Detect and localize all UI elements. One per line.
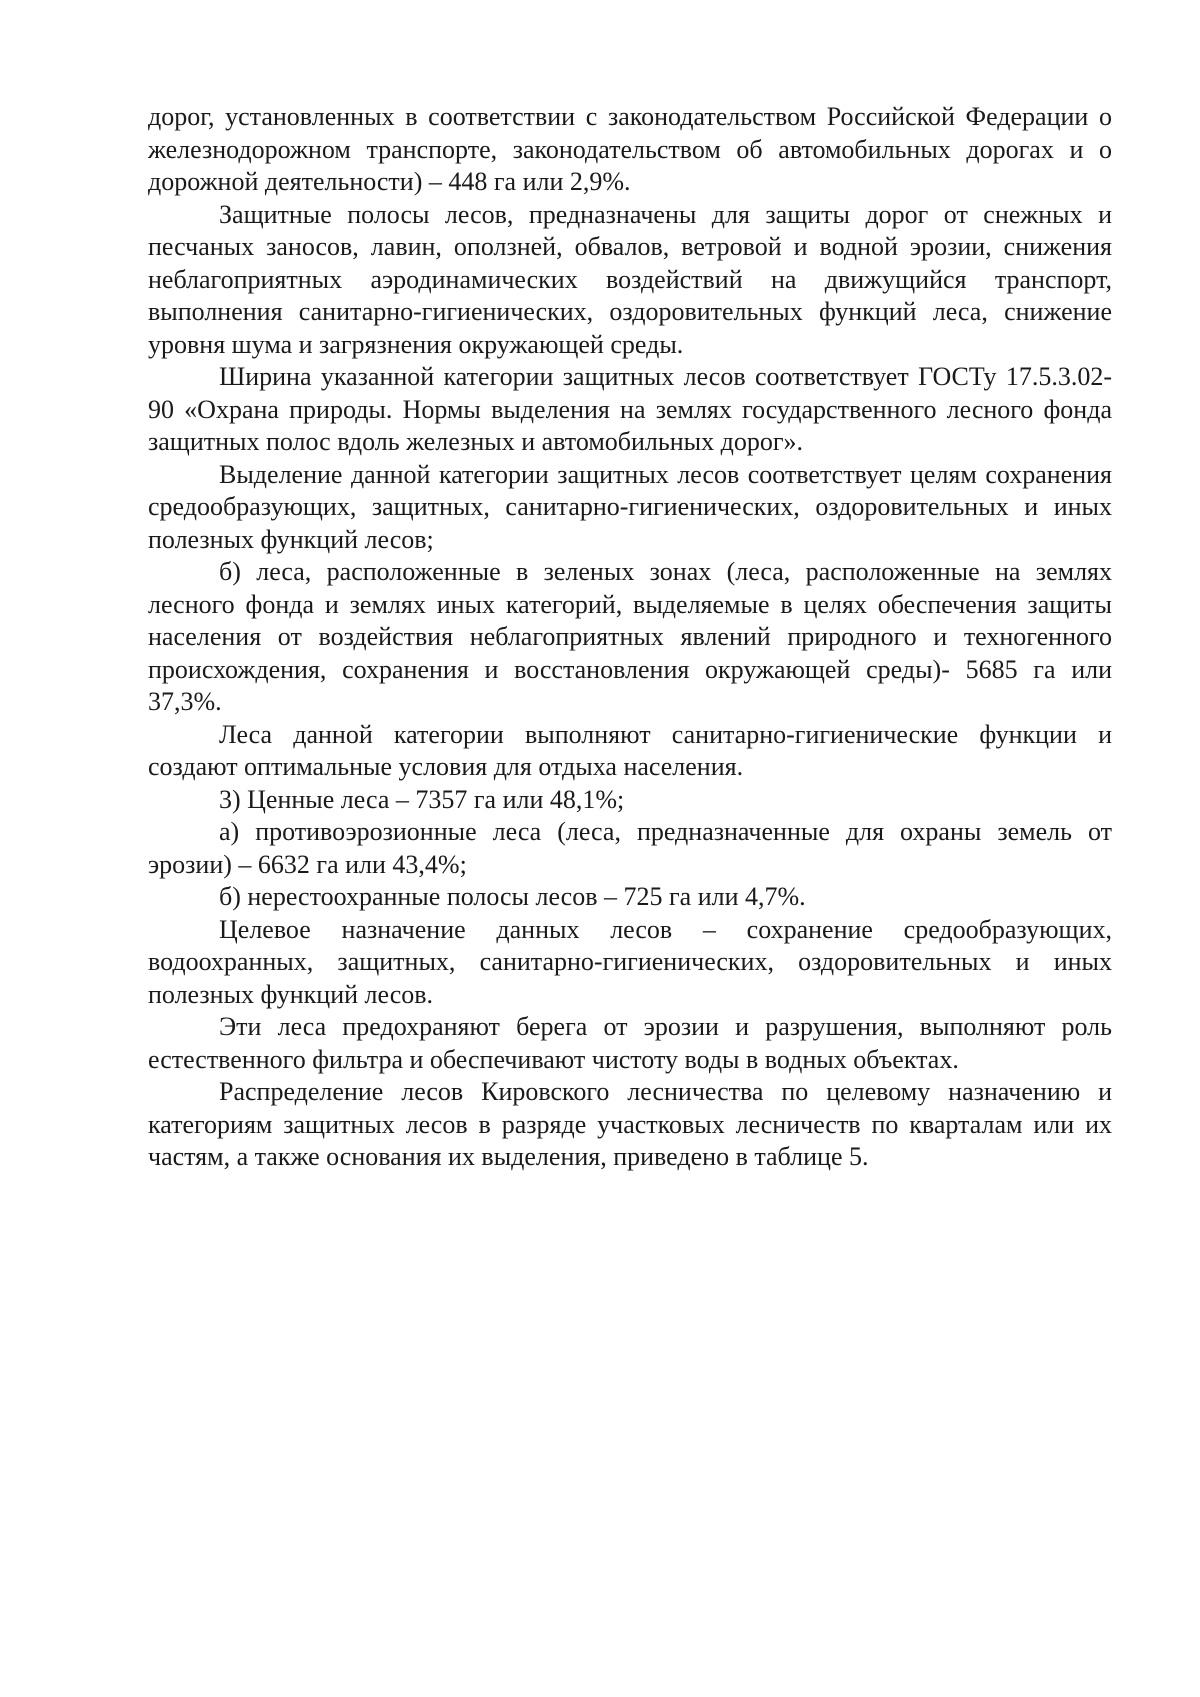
document-body [148, 101, 1112, 1174]
paragraph-protective-strips: Защитные полосы лесов, предназначены для защиты дорог от снежных и песчаных заносов, лавин, оползней, обвалов, ветровой и водной эрозии, снижения неблагоприятных аэродинамических воздействий на движущийся транспорт, выполнения санитарно-гигиенических, оздоровительных функций леса, снижение уровня шума и загрязнения окружающей среды. [148, 199, 1112, 359]
paragraph-roads-continuation: дорог, установленных в соответствии с законодательством Российской Федерации о железнодорожном транспорте, законодательством об автомобильных дорогах и о дорожной деятельности) – 448 га или 2,9%. [148, 102, 1112, 196]
paragraph-bank-protection: Эти леса предохраняют берега от эрозии и разрушения, выполняют роль естественного фильтра и обеспечивают чистоту воды в водных объектах. [148, 1012, 1112, 1074]
paragraph-green-zones-functions: Леса данной категории выполняют санитарно-гигиенические функции и создают оптимальные условия для отдыха населения. [148, 719, 1112, 781]
paragraph-spawning-protection: б) нерестоохранные полосы лесов – 725 га или 4,7%. [219, 882, 806, 911]
paragraph-distribution-table-ref: Распределение лесов Кировского лесничества по целевому назначению и категориям защитных лесов в разряде участковых лесничеств по кварталам или их частям, а также основания их выделения, приведено в таблице 5. [148, 1077, 1112, 1171]
paragraph-category-purpose: Выделение данной категории защитных лесов соответствует целям сохранения средообразующих, защитных, санитарно-гигиенических, оздоровительных и иных полезных функций лесов; [148, 459, 1112, 554]
paragraph-width-standard: Ширина указанной категории защитных лесов соответствует ГОСТу 17.5.3.02-90 «Охрана природы. Нормы выделения на землях государственного лесного фонда защитных полос вдоль железных и автомобильных дорог». [148, 362, 1112, 456]
paragraph-target-purpose: Целевое назначение данных лесов – сохранение средообразующих, водоохранных, защитных, санитарно-гигиенических, оздоровительных и иных полезных функций лесов. [148, 914, 1112, 1009]
paragraph-anti-erosion: а) противоэрозионные леса (леса, предназначенные для охраны земель от эрозии) – 6632 га или 43,4%; [148, 817, 1112, 879]
paragraph-green-zones: б) леса, расположенные в зеленых зонах (леса, расположенные на землях лесного фонда и землях иных категорий, выделяемые в целях обеспечения защиты населения от воздействия неблагоприятных явлений природного и техногенного происхождения, сохранения и восстановления окружающей среды)- 5685 га или 37,3%. [148, 557, 1112, 716]
paragraph-valuable-forests: 3) Ценные леса – 7357 га или 48,1%; [219, 784, 625, 814]
